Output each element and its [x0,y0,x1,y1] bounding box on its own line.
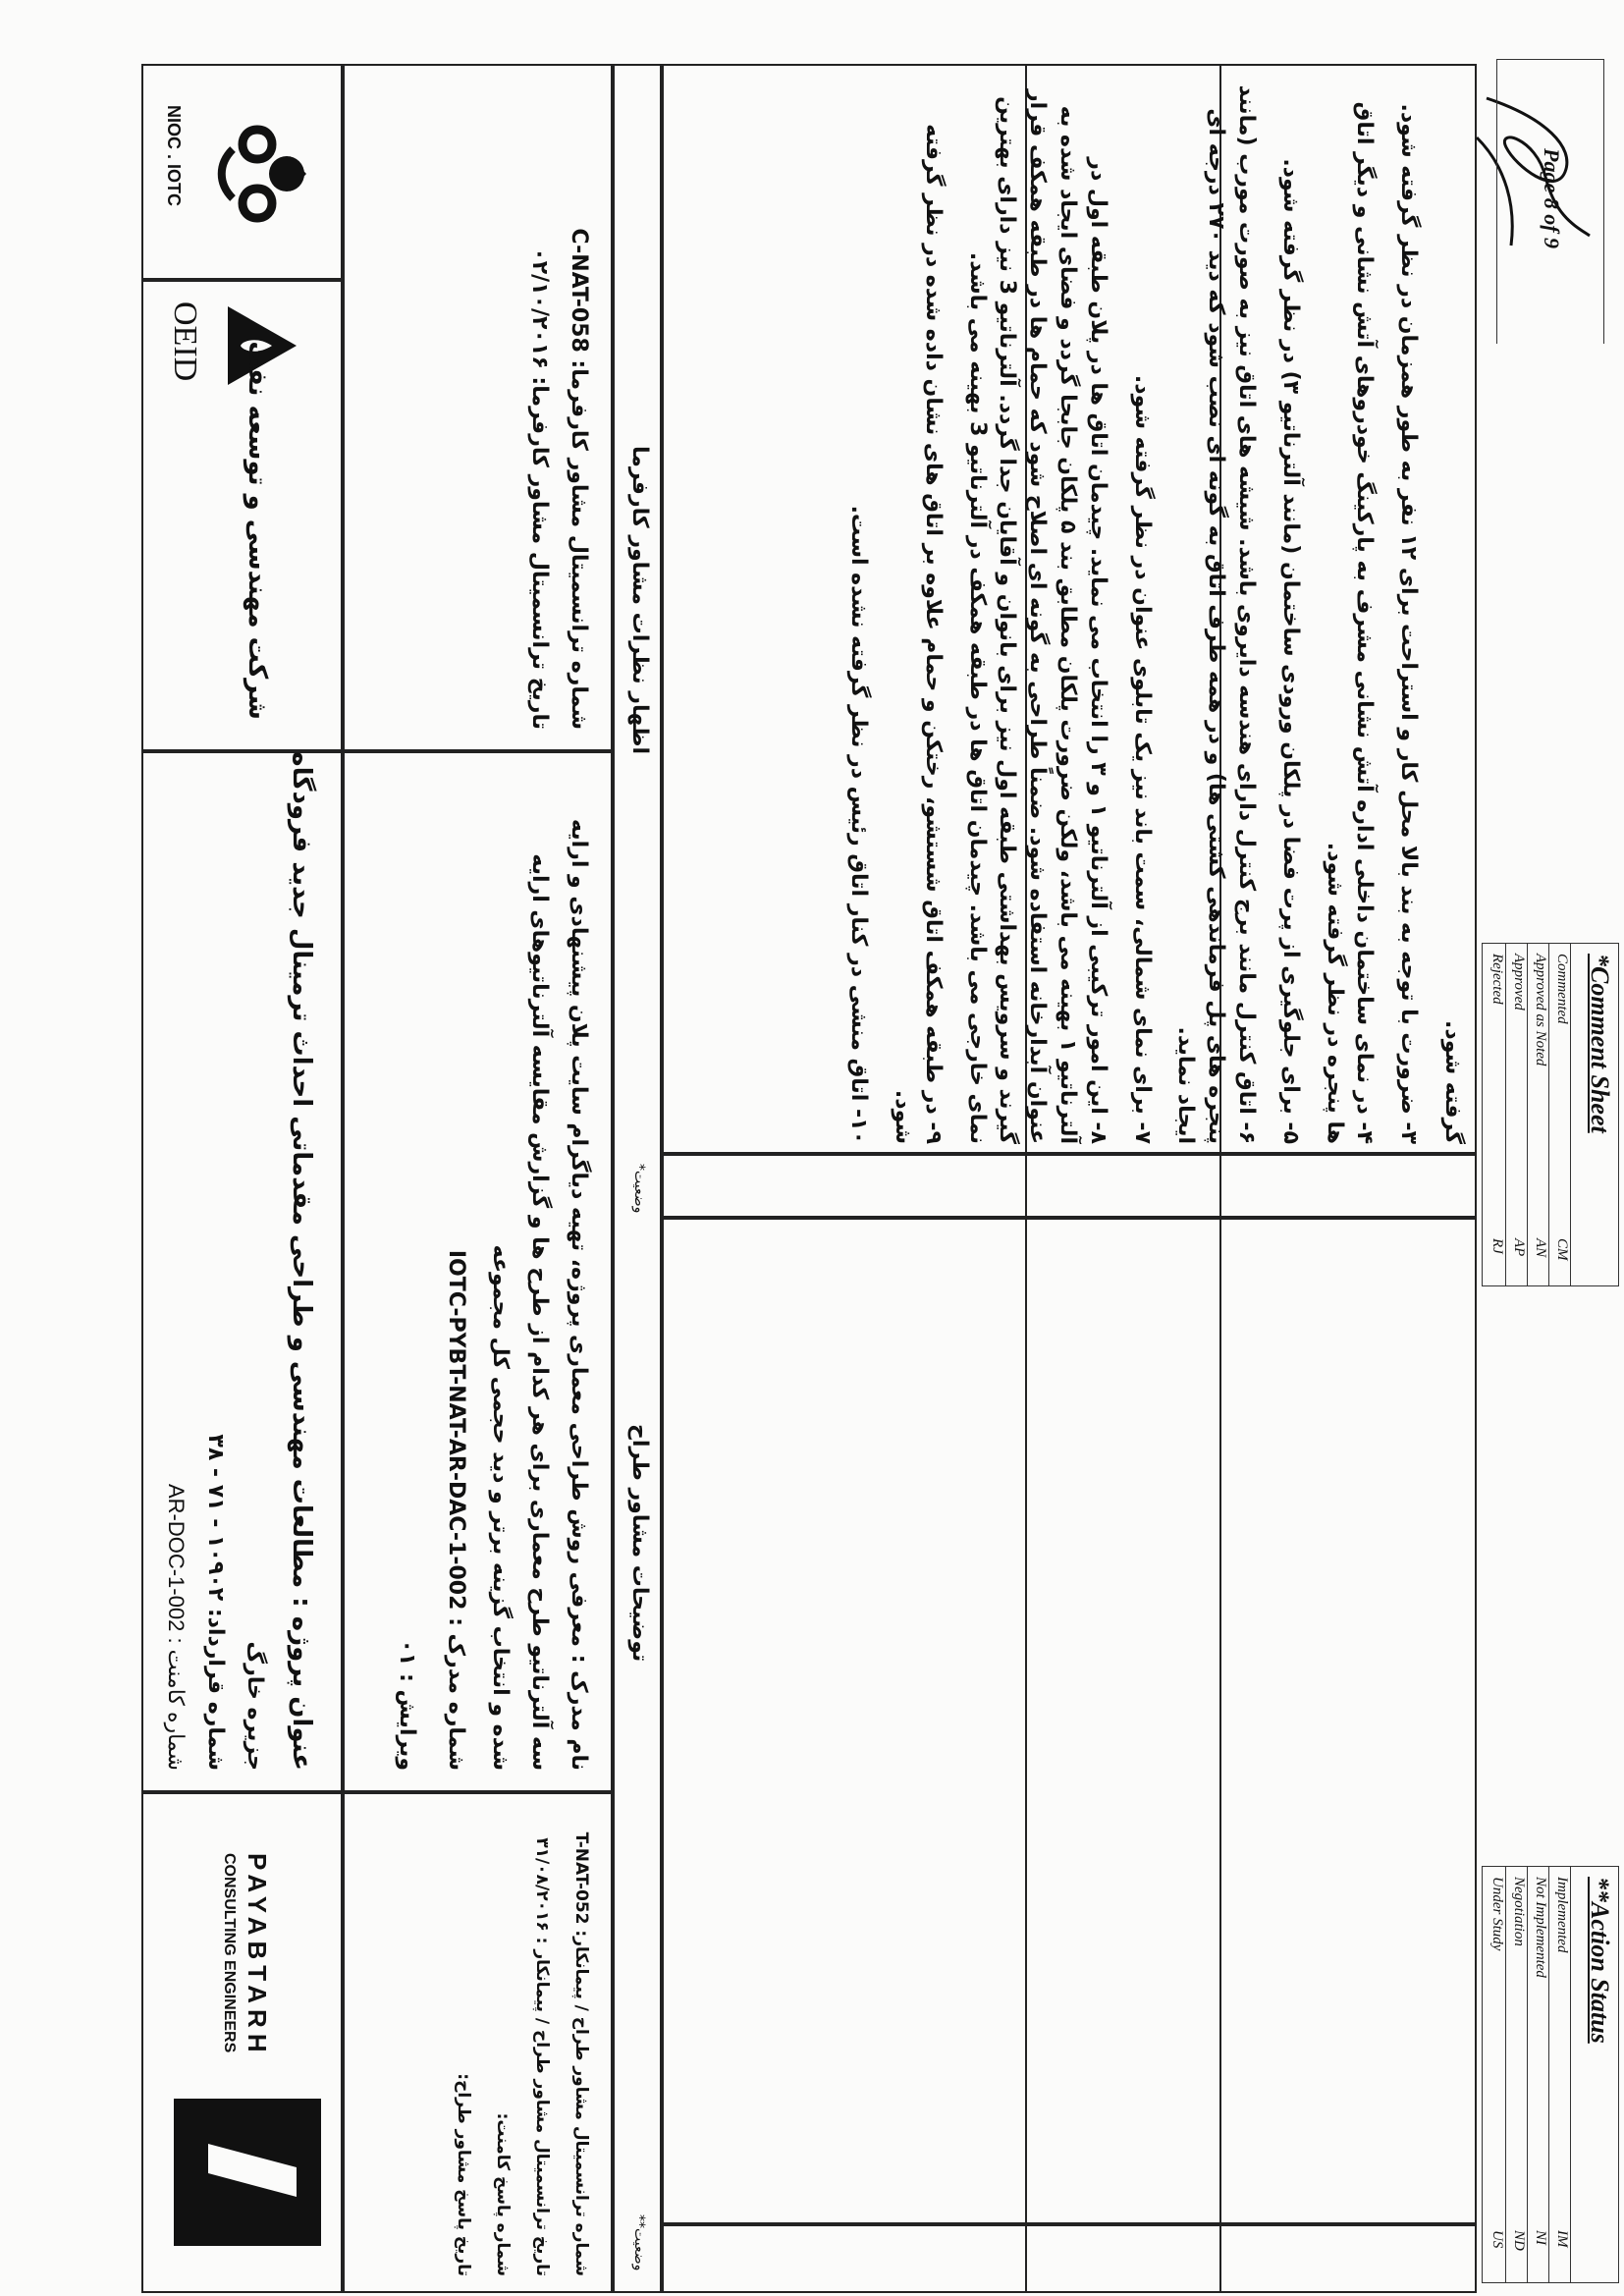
nioc-label: NIOC . IOTC [164,105,184,206]
payabtarh-subtitle: CONSULTING ENGINEERS [221,1853,238,2053]
client-transmittal-date: تاریخ ترانسمیتال مشاور کارفرما: ۰۲/۱۰/۲۰۱۶ [527,247,552,730]
payabtarh-logo-icon [174,2099,321,2246]
oeid-label: OEID [167,301,203,382]
action-status-legend [1482,1866,1619,2283]
client-transmittal-number: شماره ترانسمیتال مشاور کارفرما: C-NAT-058 [567,228,591,730]
document-title-line3: شده و انتخاب گزینه برتر و دید حجمی کل مجموعه [488,1244,513,1771]
client-comments-list [672,79,1467,1144]
comment-item: ۶- اتاق کنترل مانند برج کنترل دارای هندسه دایروی باشد. شیشه های اتاق نیز به صورت مورب (مانند پنجره های پل فرماندهی کشتی ها) و در همه طرف اتاق به گونه ای نصب شود که دید ۲۷۰ درجه ای ایجاد نماید. [1173,84,1260,1144]
island-name: جزیره خارگ [243,1641,267,1771]
action-status-title: **Action Status [1586,1877,1614,2044]
contract-number: شماره قرارداد: ۱۰۹۰۲ - ۷۱ - ۳۸ [203,1434,228,1771]
legend-row: AP Approved [1506,944,1528,1285]
comment-item: ۸- این امور ترکیبی از آلترناتیو ۱ و ۳ را انتخاب می نماید. چیدمان اتاق ها در پلان طبقه اول در آلترناتیو ۱ بهینه می باشد، ولکن ضرورت پلکان مطابق بند ۵ پلکان جابجا گردد و فضای ایجاد شده به عنوان آبدارخانه استفاده شود. ضمناً طراحی به گونه ای اصلاح شود که حمام ها در طبقه همکف قرار گیرند و سرویس بهداشتی طبقه اول نیز برای بانوان و آقایان جدا گردد. آلترناتیو 3 نیز دارای بهترین نمای خارجی می باشد. چیدمان اتاق ها در طبقه همکف در آلترناتیو 3 بهینه می باشد. [964,88,1110,1144]
document-title-line1: نام مدرک : معرفی روش طراحی معماری پروژه، تهیه دیاگرام سایت پلان پیشنهادی و ارایه [567,819,591,1771]
designer-notes-header: توضیحات مشاور طراح [627,1424,652,1663]
revision: ویرایش : ۰۱ [395,1639,419,1771]
page-number-box [1496,59,1604,344]
status-header-1: وضعیت* [631,1164,647,1214]
designer-reply-date: تاریخ پاسخ مشاور طراح: [454,2073,473,2276]
comment-item: ۴- در نمای ساختمان داخلی اداره آتش نشانی مشرف به پارکینگ خودروهای آتش نشانی و دیگر اتاق ها پنجره در نظر گرفته شود. [1322,101,1378,1144]
comment-item: ۵- برای جلوگیری از پرت فضا در پلکان ورودی ساختمان (مانند آلترناتیو ۳) در نظر گرفته شود. [1277,158,1303,1144]
comment-sheet-legend [1482,943,1619,1286]
payabtarh-logo-cell [141,1792,343,2293]
legend-row: CM Commented [1549,944,1571,1285]
legend-row: ND Negotiation [1506,1867,1528,2282]
payabtarh-name: PAYABTARH [243,1853,272,2058]
designer-transmittal-date: تاریخ ترانسمیتال مشاور طراح / پیمانکار : ۳۱/۰۸/۲۰۱۶ [532,1837,552,2276]
client-transmittal-cell [343,64,613,751]
designer-notes-column [662,1218,1477,2224]
document-title-line2: سه آلترناتیو طرح معماری برای هر کدام از طرح ها و گزارش مقایسه آلترناتیوهای ارایه [527,853,552,1771]
status-column-2 [662,2224,1477,2293]
comment-item: ۱۰- اتاق منشی در کنار اتاق رئیس در نظر گرفته نشده است. [846,505,872,1144]
document-number: شماره مدرک : IOTC-PYBT-NAT-AR-DAC-1-002 [444,1249,468,1771]
status-header-2: وضعیت** [631,2214,647,2271]
oeid-persian-name: شرکت مهندسی و توسعه نفت [243,341,272,720]
project-title-cell [141,751,343,1792]
document-info-cell [343,751,613,1792]
nioc-logo-icon [193,105,311,243]
legend-row: US Under Study [1485,1867,1506,2282]
client-comments-header: اظهار نظرات مشاور کارفرما [627,445,652,754]
designer-transmittal-number: شماره ترانسمیتال مشاور طراح / پیمانکار: T-NAT-052 [571,1831,591,2276]
comment-item: گرفته شود. [1440,1020,1465,1144]
legend-row: IM Implemented [1549,1867,1571,2282]
comment-item: ۳- ضرورت با توجه به بند بالا محل کار و استراحت برای ۱۲ نفر به طور همزمان در نظر گرفته شود. [1396,103,1422,1144]
comment-sheet-title: *Comment Sheet [1586,954,1614,1133]
nioc-logo-cell [141,64,343,280]
oeid-logo-cell [141,280,343,751]
comment-item: ۷- برای نمای شمالی، سمت باند نیز یک تابلوی عنوان در نظر گرفته شود. [1129,374,1155,1144]
legend-row: RJ Rejected [1485,944,1506,1285]
page-number: Page 8 of 9 [1540,148,1564,249]
legend-row: NI Not Implemented [1528,1867,1549,2282]
comment-item: ۹- در طبقه همکف اتاق شستشو، رختکن و حمام علاوه بر اتاق های نشان داده شده در نظر گرفته شود. [891,124,946,1144]
kamant-reply-number: شماره پاسخ کامنت: [493,2112,513,2276]
status-column-1 [662,1154,1477,1218]
legend-row: AN Approved as Noted [1528,944,1549,1285]
kamant-number: شماره کامنت : AR-DOC-1-002 [164,1483,189,1771]
designer-transmittal-cell [343,1792,613,2293]
project-title: عنوان پروژه : مطالعات مهندسی و طراحی مقدماتی احداث ترمینال جدید فرودگاه [287,751,316,1771]
